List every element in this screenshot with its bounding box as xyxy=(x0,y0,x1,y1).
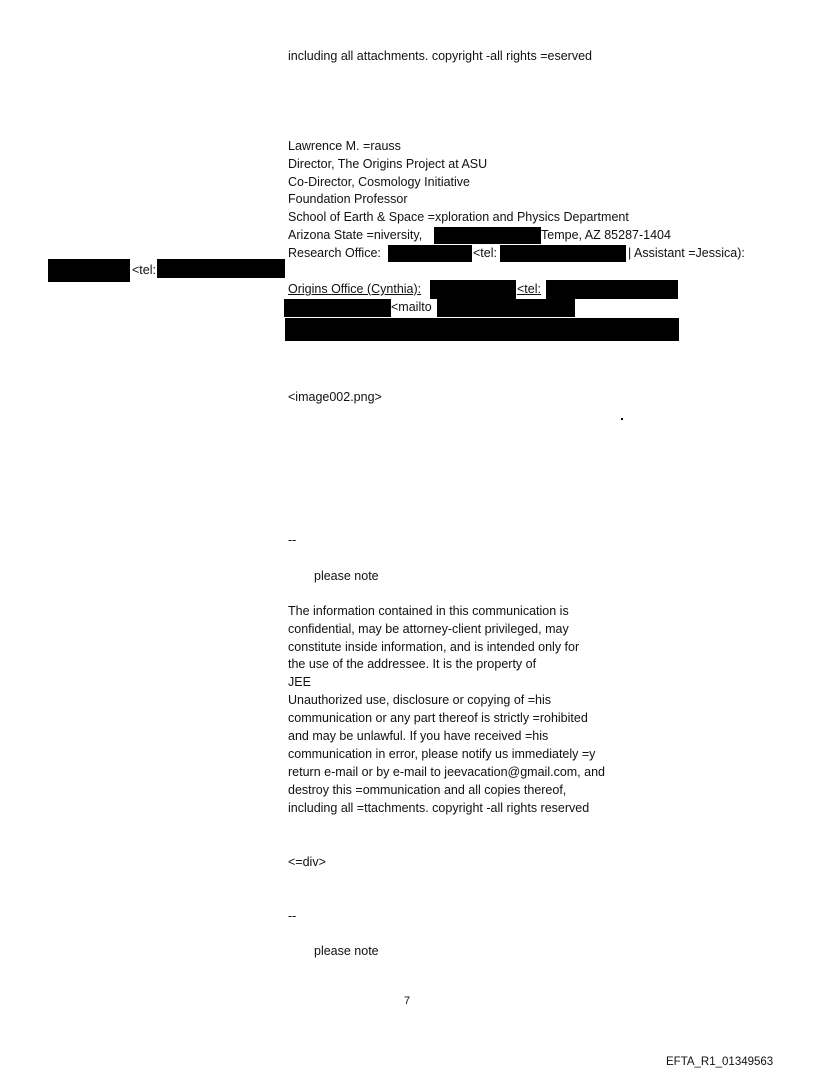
page-number: 7 xyxy=(404,995,411,1007)
please-note-heading: please note xyxy=(314,569,379,583)
disclaimer-line: and may be unlawful. If you have received =his xyxy=(288,729,549,743)
please-note-heading: please note xyxy=(314,944,379,958)
signature-department: School of Earth & Space =xploration and Physics Department xyxy=(288,210,629,224)
redaction-box xyxy=(500,245,626,262)
redaction-box xyxy=(157,259,285,278)
signature-university: Arizona State =niversity, xyxy=(288,228,423,242)
disclaimer-line: destroy this =ommunication and all copies thereof, xyxy=(288,783,567,797)
image-reference: <image002.png> xyxy=(288,390,382,404)
tel-label: <tel: xyxy=(473,246,497,260)
signature-title: Foundation Professor xyxy=(288,192,408,206)
redaction-box xyxy=(437,299,575,317)
redaction-box xyxy=(285,318,679,341)
origins-office-label: Origins Office (Cynthia): xyxy=(288,282,422,296)
disclaimer-line: communication in error, please notify us immediately =y xyxy=(288,747,596,761)
signature-address: Tempe, AZ 85287-1404 xyxy=(541,228,671,242)
disclaimer-line: constitute inside information, and is intended only for xyxy=(288,640,580,654)
research-office-label: Research Office: xyxy=(288,246,381,260)
body-text-line: including all attachments. copyright -all rights =eserved xyxy=(288,49,592,63)
disclaimer-line: JEE xyxy=(288,675,311,689)
stray-mark xyxy=(621,418,623,420)
disclaimer-line: including all =ttachments. copyright -all rights reserved xyxy=(288,801,590,815)
tel-label: <tel: xyxy=(517,282,541,296)
disclaimer-line: communication or any part thereof is strictly =rohibited xyxy=(288,711,588,725)
signature-name: Lawrence M. =rauss xyxy=(288,139,401,153)
div-tag: <=div> xyxy=(288,855,326,869)
separator: -- xyxy=(288,533,297,547)
document-id-footer: EFTA_R1_01349563 xyxy=(666,1056,774,1068)
mailto-label: <mailto xyxy=(391,300,432,314)
tel-label: <tel: xyxy=(132,263,156,277)
redaction-box xyxy=(284,299,391,317)
disclaimer-line: return e-mail or by e-mail to jeevacation@gmail.com, and xyxy=(288,765,605,779)
disclaimer-line: the use of the addressee. It is the property of xyxy=(288,657,537,671)
redaction-box xyxy=(430,280,516,299)
signature-title: Co-Director, Cosmology Initiative xyxy=(288,175,471,189)
redaction-box xyxy=(434,227,541,244)
assistant-label: | Assistant =Jessica): xyxy=(628,246,745,260)
disclaimer-line: Unauthorized use, disclosure or copying of =his xyxy=(288,693,551,707)
separator: -- xyxy=(288,909,297,923)
redaction-box xyxy=(388,245,472,262)
redaction-box xyxy=(48,259,130,282)
disclaimer-line: The information contained in this communication is xyxy=(288,604,569,618)
disclaimer-line: confidential, may be attorney-client privileged, may xyxy=(288,622,569,636)
redaction-box xyxy=(546,280,678,299)
signature-title: Director, The Origins Project at ASU xyxy=(288,157,488,171)
